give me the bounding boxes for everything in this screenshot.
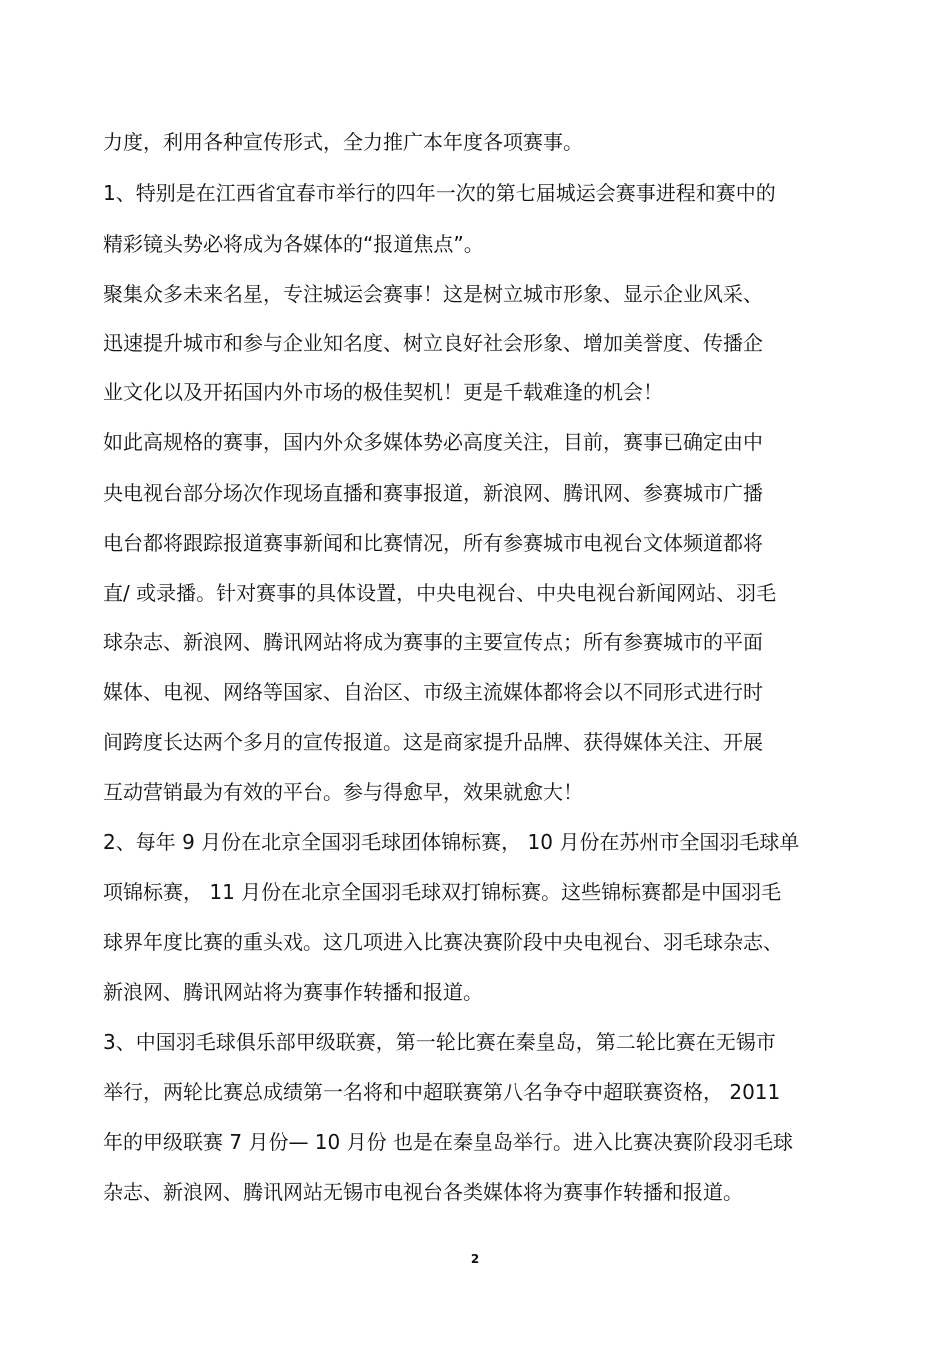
text-line: 球界年度比赛的重头戏。这几项进入比赛决赛阶段中央电视台、羽毛球杂志、 — [103, 930, 783, 954]
text-line: 互动营销最为有效的平台。参与得愈早，效果就愈大！ — [103, 780, 583, 804]
text-line: 媒体、电视、网络等国家、自治区、市级主流媒体都将会以不同形式进行时 — [103, 680, 763, 704]
page-number: 2 — [470, 1252, 480, 1266]
text-line: 新浪网、腾讯网站将为赛事作转播和报道。 — [103, 980, 483, 1004]
text-line: 力度，利用各种宣传形式，全力推广本年度各项赛事。 — [103, 130, 583, 154]
text-line: 迅速提升城市和参与企业知名度、树立良好社会形象、增加美誉度、传播企 — [103, 331, 763, 355]
text-line: 杂志、新浪网、腾讯网站无锡市电视台各类媒体将为赛事作转播和报道。 — [103, 1180, 743, 1204]
text-line: 1、特别是在江西省宜春市举行的四年一次的第七届城运会赛事进程和赛中的 — [103, 181, 776, 205]
text-line: 电台都将跟踪报道赛事新闻和比赛情况，所有参赛城市电视台文体频道都将 — [103, 531, 763, 555]
text-line: 项锦标赛， 11 月份在北京全国羽毛球双打锦标赛。这些锦标赛都是中国羽毛 — [103, 880, 782, 904]
text-line: 央电视台部分场次作现场直播和赛事报道，新浪网、腾讯网、参赛城市广播 — [103, 481, 763, 505]
text-line: 精彩镜头势必将成为各媒体的“报道焦点”。 — [103, 232, 484, 256]
text-line: 球杂志、新浪网、腾讯网站将成为赛事的主要宣传点；所有参赛城市的平面 — [103, 630, 763, 654]
text-line: 直/ 或录播。针对赛事的具体设置，中央电视台、中央电视台新闻网站、羽毛 — [103, 581, 777, 605]
text-line: 举行，两轮比赛总成绩第一名将和中超联赛第八名争夺中超联赛资格， 2011 — [103, 1080, 781, 1104]
text-line: 业文化以及开拓国内外市场的极佳契机！更是千载难逢的机会！ — [103, 380, 663, 404]
text-line: 年的甲级联赛 7 月份— 10 月份 也是在秦皇岛举行。进入比赛决赛阶段羽毛球 — [103, 1130, 793, 1154]
text-line: 聚集众多未来名星，专注城运会赛事！这是树立城市形象、显示企业风采、 — [103, 282, 763, 306]
text-line: 间跨度长达两个多月的宣传报道。这是商家提升品牌、获得媒体关注、开展 — [103, 730, 763, 754]
text-line: 3、中国羽毛球俱乐部甲级联赛，第一轮比赛在秦皇岛，第二轮比赛在无锡市 — [103, 1030, 776, 1054]
text-line: 2、每年 9 月份在北京全国羽毛球团体锦标赛， 10 月份在苏州市全国羽毛球单 — [103, 830, 800, 854]
text-line: 如此高规格的赛事，国内外众多媒体势必高度关注，目前，赛事已确定由中 — [103, 430, 763, 454]
